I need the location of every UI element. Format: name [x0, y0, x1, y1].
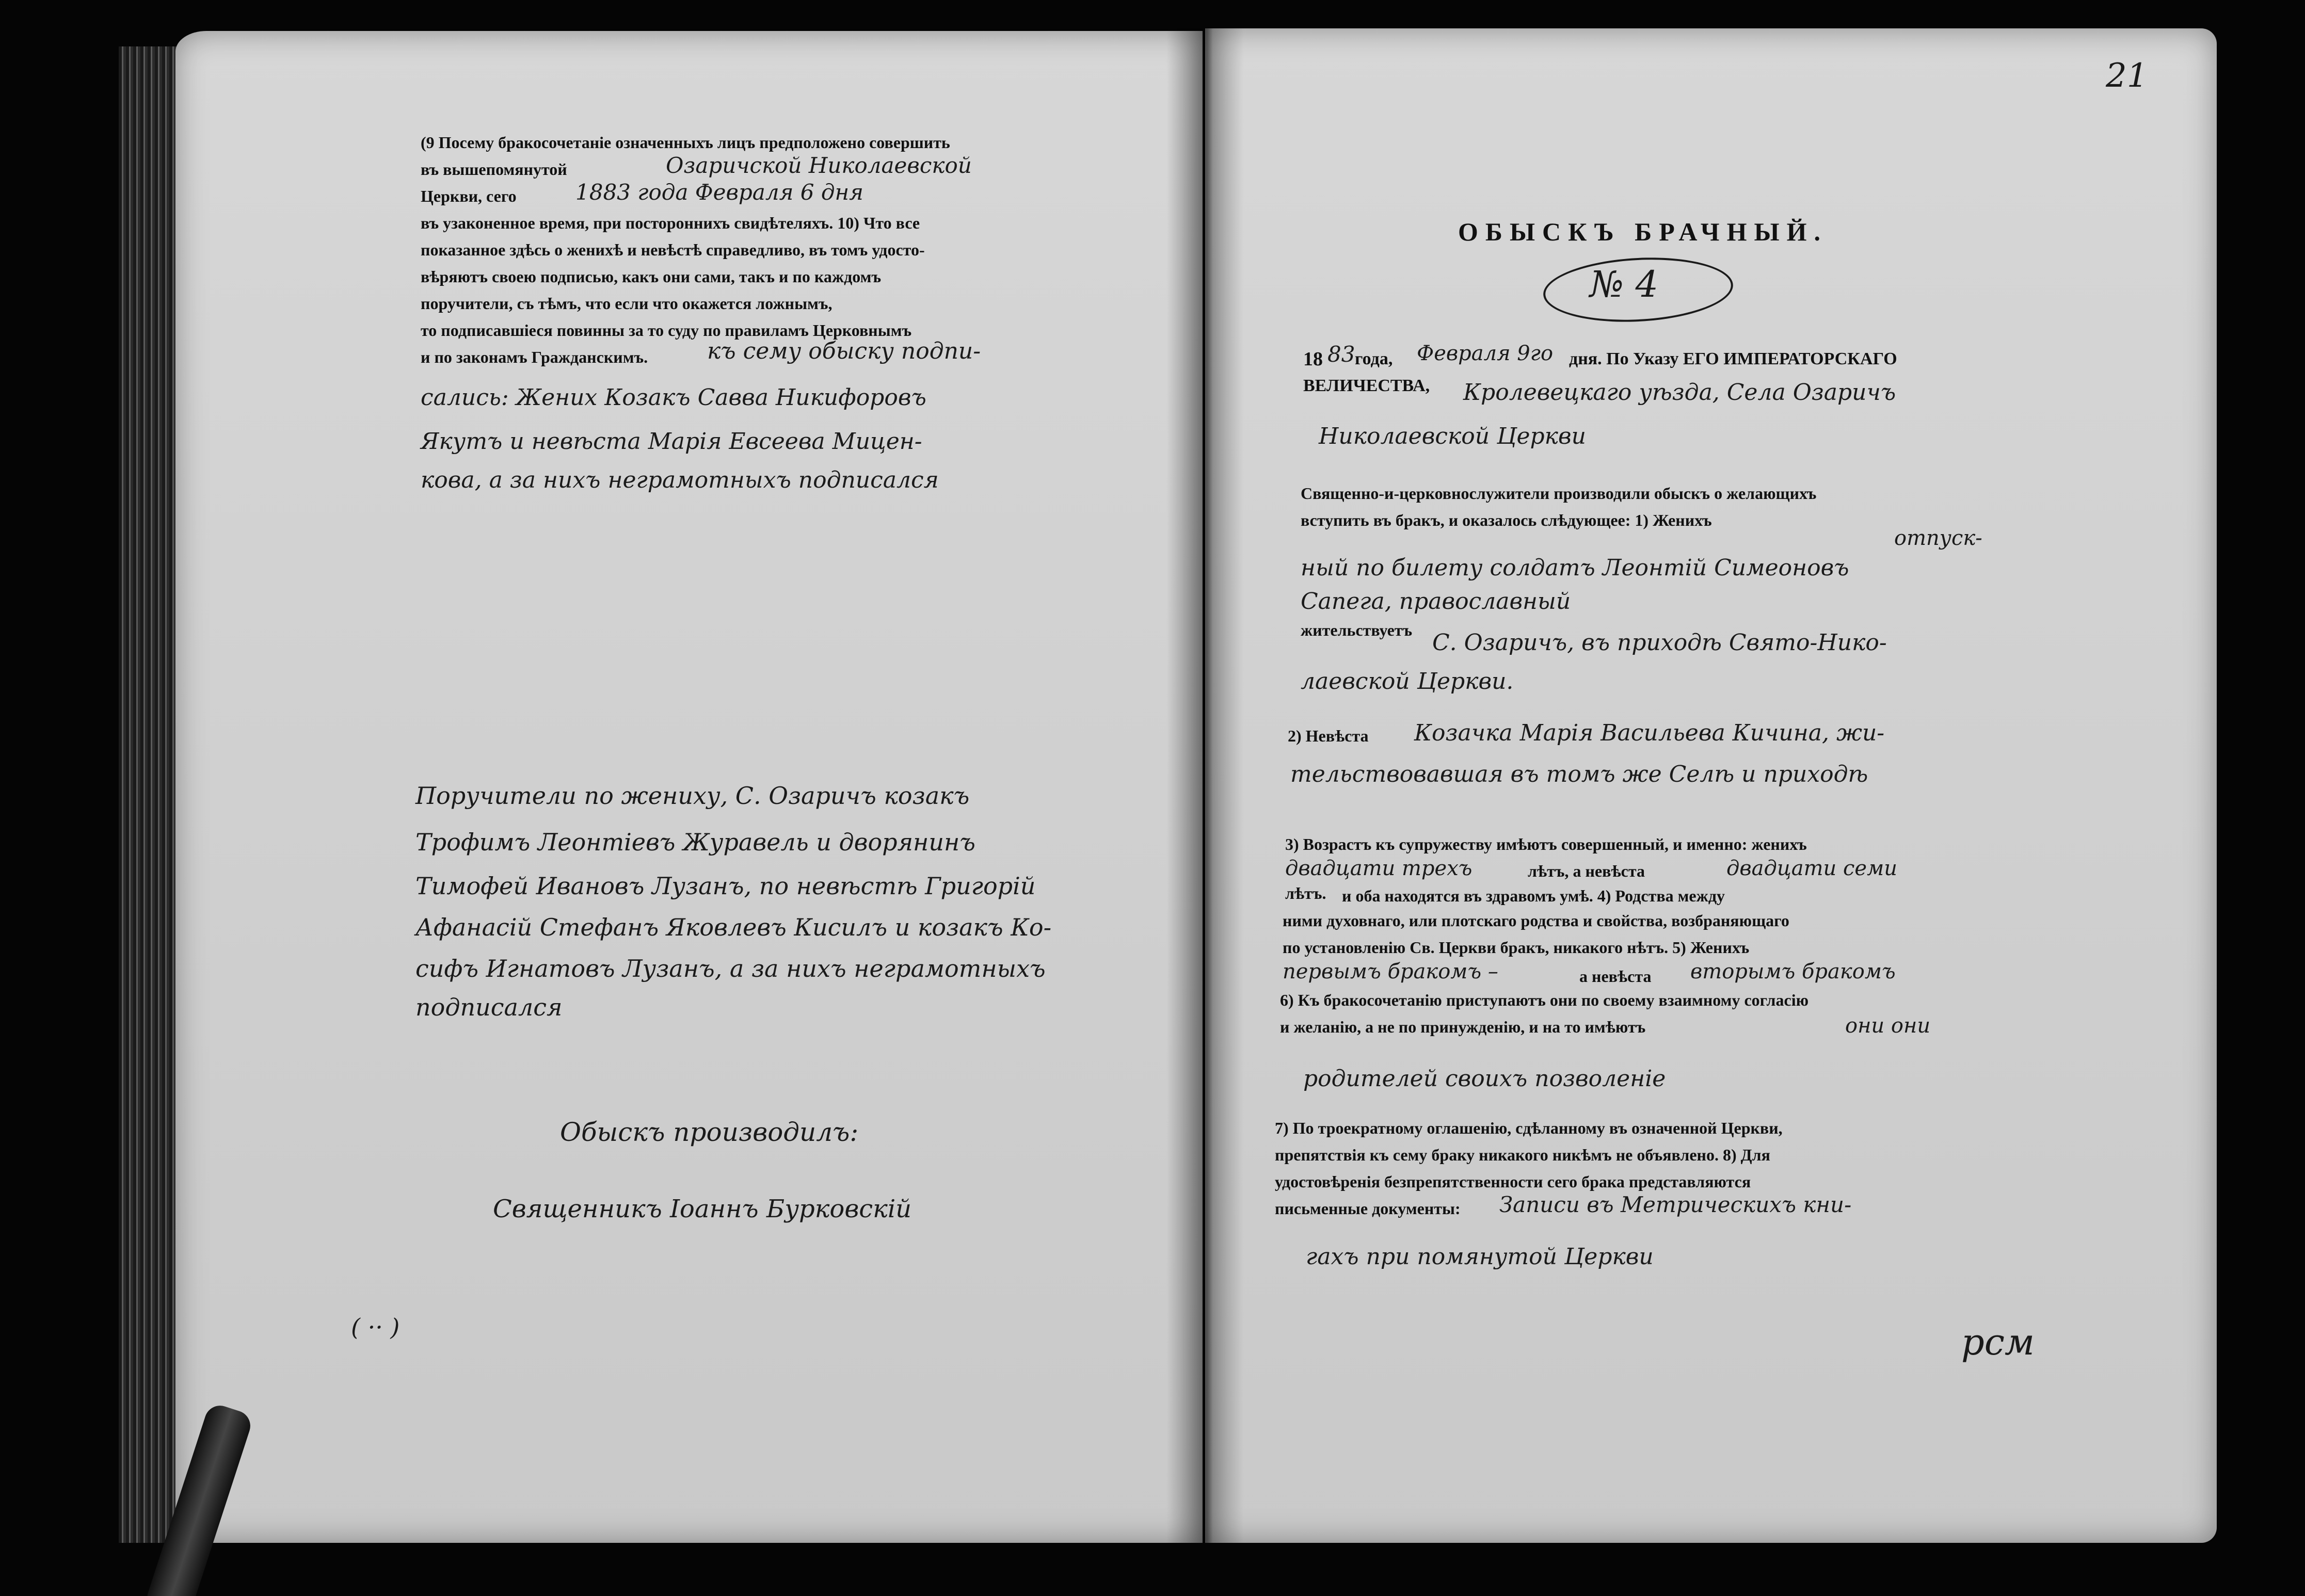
book-gutter	[1166, 28, 1244, 1543]
left-hand-date: 1883 года Февраля 6 дня	[575, 180, 863, 205]
left-printed-line-3: Церкви, сего	[421, 187, 517, 205]
left-guarantors-line-3: Тимофей Ивановъ Лузанъ, по невѣстѣ Григорій	[415, 872, 1036, 900]
left-printed-line-6: вѣряютъ своею подписью, какъ они сами, такъ и по каждомъ	[421, 267, 882, 286]
year-handwritten: 83	[1327, 342, 1355, 367]
left-priest-signature: Священникъ Іоаннъ Бурковскій	[493, 1195, 912, 1223]
bride-line-1: Козачка Марія Васильева Кичина, жи-	[1414, 720, 1885, 746]
church-handwritten: Николаевской Церкви	[1319, 423, 1586, 449]
left-margin-mark: ( ·· )	[351, 1313, 400, 1341]
age-line-2: лѣтъ, а невѣста	[1528, 862, 1645, 880]
documents-line-2: гахъ при помянутой Церкви	[1306, 1244, 1654, 1270]
kinship-line-2: по установленію Св. Церкви бракъ, никакого нѣтъ. 5) Женихъ	[1283, 938, 1750, 957]
document-number: № 4	[1590, 263, 1659, 305]
banns-line-1: 7) По троекратному оглашенію, сдѣланному въ означенной Церкви,	[1275, 1119, 1783, 1137]
residence-label: жительствуетъ	[1301, 621, 1413, 639]
left-printed-line-5: показанное здѣсь о женихѣ и невѣстѣ справедливо, въ томъ удосто-	[421, 240, 925, 259]
left-conducted-by: Обыскъ производилъ:	[560, 1117, 859, 1147]
clergy-line-1: Священно-и-церковнослужители производили обыскъ о желающихъ	[1301, 484, 1817, 503]
age-line-1: 3) Возрастъ къ супружеству имѣютъ совершенный, и именно: женихъ	[1285, 835, 1807, 853]
left-hand-church: Озаричской Николаевской	[666, 153, 972, 178]
bleed-through-text	[1311, 129, 1315, 150]
consent-line-1: 6) Къ бракосочетанію приступаютъ они по своему взаимному согласію	[1280, 991, 1809, 1009]
age-line-3a: лѣтъ.	[1285, 884, 1326, 902]
left-guarantors-line-5: сифъ Игнатовъ Лузанъ, а за нихъ неграмотныхъ	[415, 955, 1046, 982]
year-label: года,	[1355, 349, 1393, 368]
groom-marriage: первымъ бракомъ –	[1283, 960, 1498, 984]
kinship-line-1: ними духовнаго, или плотскаго родства и свойства, возбраняющаго	[1283, 911, 1789, 930]
bride-label: 2) Невѣста	[1288, 727, 1369, 745]
left-signers-line-1: къ сему обыску подпи-	[707, 338, 981, 364]
age-line-3b: и оба находятся въ здравомъ умѣ. 4) Родства между	[1342, 886, 1725, 905]
left-signers-line-4: кова, а за нихъ неграмотныхъ подписался	[421, 467, 939, 493]
residence-line-1: С. Озаричъ, въ приходѣ Свято-Нико-	[1432, 630, 1887, 656]
banns-line-3: удостовѣренія безпрепятственности сего брака представляются	[1275, 1172, 1751, 1191]
left-printed-line-2: въ вышепомянутой	[421, 160, 567, 179]
month-day-handwritten: Февраля 9го	[1417, 342, 1554, 365]
left-printed-line-4: въ узаконенное время, при постороннихъ свидѣтеляхъ. 10) Что все	[421, 214, 920, 232]
consent-handwritten: они они	[1845, 1014, 1931, 1038]
left-guarantors-line-1: Поручители по жениху, С. Озаричъ козакъ	[415, 782, 970, 810]
left-signers-line-2: сались: Жених Козакъ Савва Никифоровъ	[421, 384, 926, 411]
bride-marriage: вторымъ бракомъ	[1690, 960, 1896, 984]
bride-age: двадцати семи	[1726, 857, 1897, 880]
clergy-line-2: вступить въ бракъ, и оказалось слѣдующее: 1) Женихъ	[1301, 511, 1712, 529]
bride-line-2: тельствовавшая въ томъ же Селѣ и приходѣ	[1290, 761, 1868, 787]
banns-line-2: препятствія къ сему браку никакого никѣмъ не объявлено. 8) Для	[1275, 1146, 1770, 1164]
left-guarantors-line-4: Афанасій Стефанъ Яковлевъ Кисилъ и козакъ Ко-	[415, 913, 1052, 941]
left-guarantors-line-2: Трофимъ Леонтіевъ Журавель и дворянинъ	[415, 828, 975, 856]
left-printed-line-7: поручители, съ тѣмъ, что если что окажется ложнымъ,	[421, 294, 833, 313]
left-signers-line-3: Якутъ и невѣста Марія Евсеевa Мицен-	[421, 428, 922, 455]
document-title: ОБЫСКЪ БРАЧНЫЙ.	[1458, 217, 1828, 246]
documents-line-1: Записи въ Метрическихъ кни-	[1499, 1192, 1852, 1217]
kinship-line-3: а невѣста	[1579, 967, 1652, 986]
left-printed-line-9: и по законамъ Гражданскимъ.	[421, 348, 648, 366]
left-guarantors-line-6: подписался	[415, 993, 563, 1021]
groom-line-3: Сапега, православный	[1301, 588, 1571, 615]
district-handwritten: Кролевецкаго уѣзда, Села Озаричъ	[1463, 379, 1896, 406]
consent-line-2: и желанію, а не по принужденію, и на то имѣютъ	[1280, 1018, 1646, 1036]
left-printed-line-1: (9 Посему бракосочетаніе означенныхъ лицъ предположено совершить	[421, 133, 950, 152]
signature-mark: рсм	[1961, 1321, 2035, 1363]
page-number: 21	[2106, 57, 2148, 95]
left-printed-line-8: то подписавшіеся повинны за то суду по правиламъ Церковнымъ	[421, 321, 912, 340]
year-prefix: 18	[1303, 348, 1323, 370]
majesty-text: ВЕЛИЧЕСТВА,	[1303, 376, 1430, 395]
decree-text: дня. По Указу ЕГО ИМПЕРАТОРСКАГО	[1569, 349, 1897, 368]
parents-permission: родителей своихъ позволеніе	[1303, 1066, 1666, 1092]
groom-line-1: отпуск-	[1894, 526, 1982, 550]
groom-age: двадцати трехъ	[1285, 857, 1472, 880]
residence-line-2: лаевской Церкви.	[1301, 668, 1514, 695]
banns-line-4: письменные документы:	[1275, 1199, 1461, 1218]
groom-line-2: ный по билету солдатъ Леонтій Симеоновъ	[1301, 555, 1849, 581]
